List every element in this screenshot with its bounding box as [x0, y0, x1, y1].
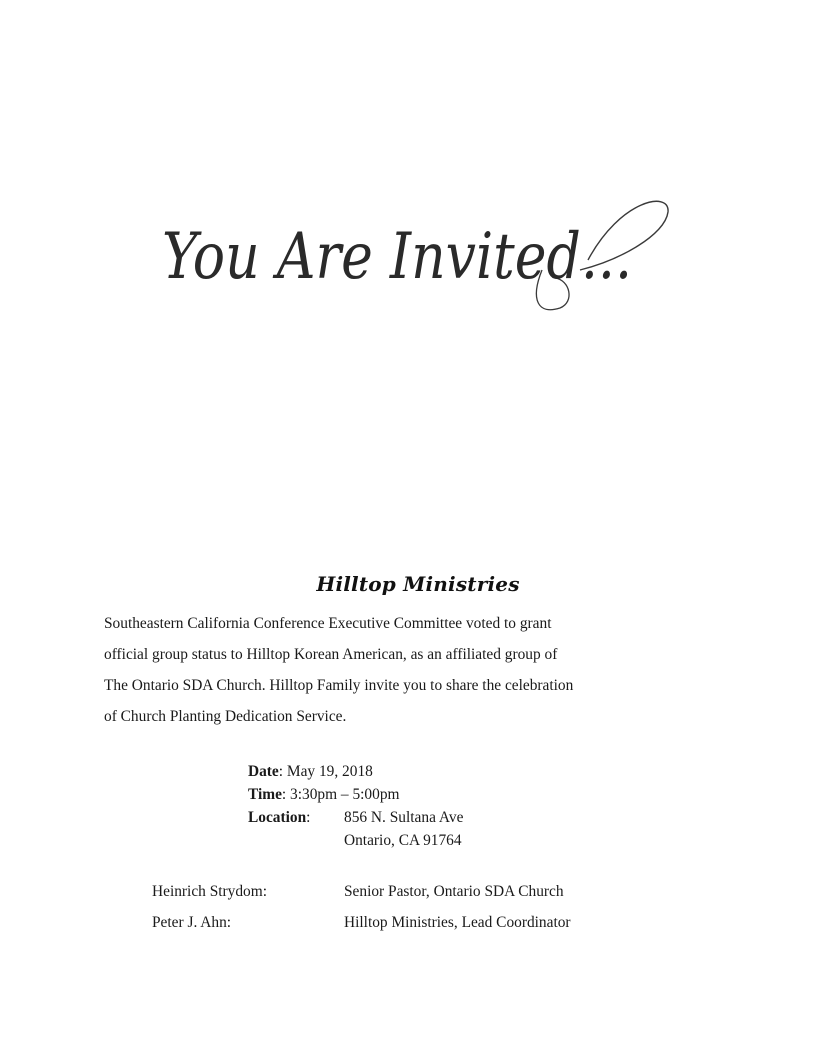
- date-value: May 19, 2018: [286, 763, 373, 780]
- invited-heading: [150, 190, 680, 320]
- paragraph-line: The Ontario SDA Church. Hilltop Family invite you to share the celebration: [104, 677, 574, 694]
- time-colon: :: [281, 786, 291, 803]
- paragraph-line: Southeastern California Conference Executive Committee voted to grant: [104, 615, 552, 632]
- invitation-paragraph: [104, 608, 684, 732]
- date-label: Date: [248, 763, 279, 780]
- organization-title: Hilltop Ministries: [316, 572, 520, 596]
- contact-role: Senior Pastor, Ontario SDA Church: [344, 883, 564, 900]
- paragraph-line: official group status to Hilltop Korean American, as an affiliated group of: [104, 646, 558, 663]
- heading-text: You Are Invited...: [162, 220, 632, 294]
- time-row: [248, 783, 400, 806]
- time-value: 3:30pm – 5:00pm: [290, 786, 400, 803]
- date-row: [248, 760, 400, 783]
- location-colon: :: [306, 809, 311, 826]
- location-line-2: Ontario, CA 91764: [344, 832, 462, 849]
- location-row: [248, 806, 464, 829]
- contact-name: Peter J. Ahn:: [152, 914, 232, 931]
- event-details: [248, 760, 464, 852]
- date-colon: :: [278, 763, 287, 780]
- location-line-1: 856 N. Sultana Ave: [344, 809, 464, 826]
- contact-name: Heinrich Strydom:: [152, 883, 267, 900]
- time-label: Time: [248, 786, 282, 803]
- location-row-2: [248, 829, 462, 852]
- contact-role: Hilltop Ministries, Lead Coordinator: [344, 914, 571, 931]
- paragraph-line: of Church Planting Dedication Service.: [104, 708, 347, 725]
- location-label: Location: [248, 809, 307, 826]
